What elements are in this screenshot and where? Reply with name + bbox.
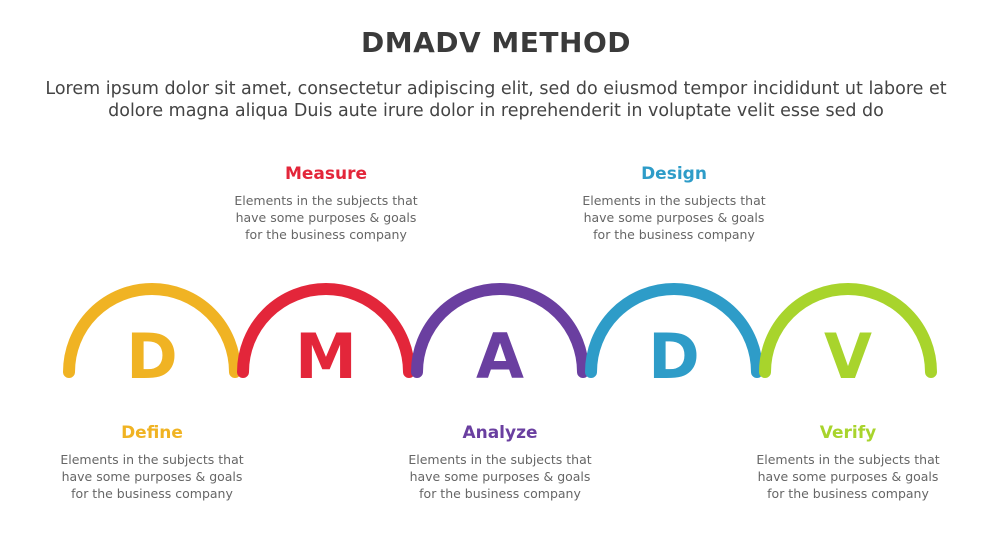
step-name: Define [121, 423, 183, 443]
step-letter: A [476, 320, 524, 393]
description-line: for the business company [419, 486, 581, 501]
step-letter: D [648, 320, 700, 393]
description-line: have some purposes & goals [61, 469, 243, 484]
step-measure [226, 164, 426, 243]
step-verify [748, 423, 948, 502]
step-name: Measure [284, 164, 368, 184]
page-title: DMADV METHOD [360, 26, 631, 59]
step-letter: D [126, 320, 178, 393]
step-description [400, 451, 600, 502]
description-line: for the business company [767, 486, 929, 501]
step-letter: M [295, 320, 357, 393]
description-line: Elements in the subjects that [408, 452, 592, 467]
description-line: Elements in the subjects that [234, 193, 418, 208]
step-description [748, 451, 948, 502]
description-line: for the business company [71, 486, 233, 501]
description-line: Elements in the subjects that [582, 193, 766, 208]
step-define [52, 423, 252, 502]
step-letter: V [824, 320, 872, 393]
subtitle: Lorem ipsum dolor sit amet, consectetur adipiscing elit, sed do eiusmod tempor incididunt ut labore et dolore magna aliqua Duis aute irure dolor in reprehenderit in voluptate velit esse sed do [45, 79, 947, 121]
description-line: for the business company [593, 227, 755, 242]
description-line: have some purposes & goals [583, 210, 765, 225]
description-line: have some purposes & goals [235, 210, 417, 225]
description-line: have some purposes & goals [409, 469, 591, 484]
description-line: for the business company [245, 227, 407, 242]
step-description [226, 192, 426, 243]
step-design [574, 164, 774, 243]
step-name: Analyze [462, 423, 538, 443]
step-name: Verify [819, 423, 877, 443]
description-line: have some purposes & goals [757, 469, 939, 484]
step-name: Design [641, 164, 707, 184]
step-description [52, 451, 252, 502]
description-line: Elements in the subjects that [60, 452, 244, 467]
step-description [574, 192, 774, 243]
description-line: Elements in the subjects that [756, 452, 940, 467]
step-analyze [400, 423, 600, 502]
